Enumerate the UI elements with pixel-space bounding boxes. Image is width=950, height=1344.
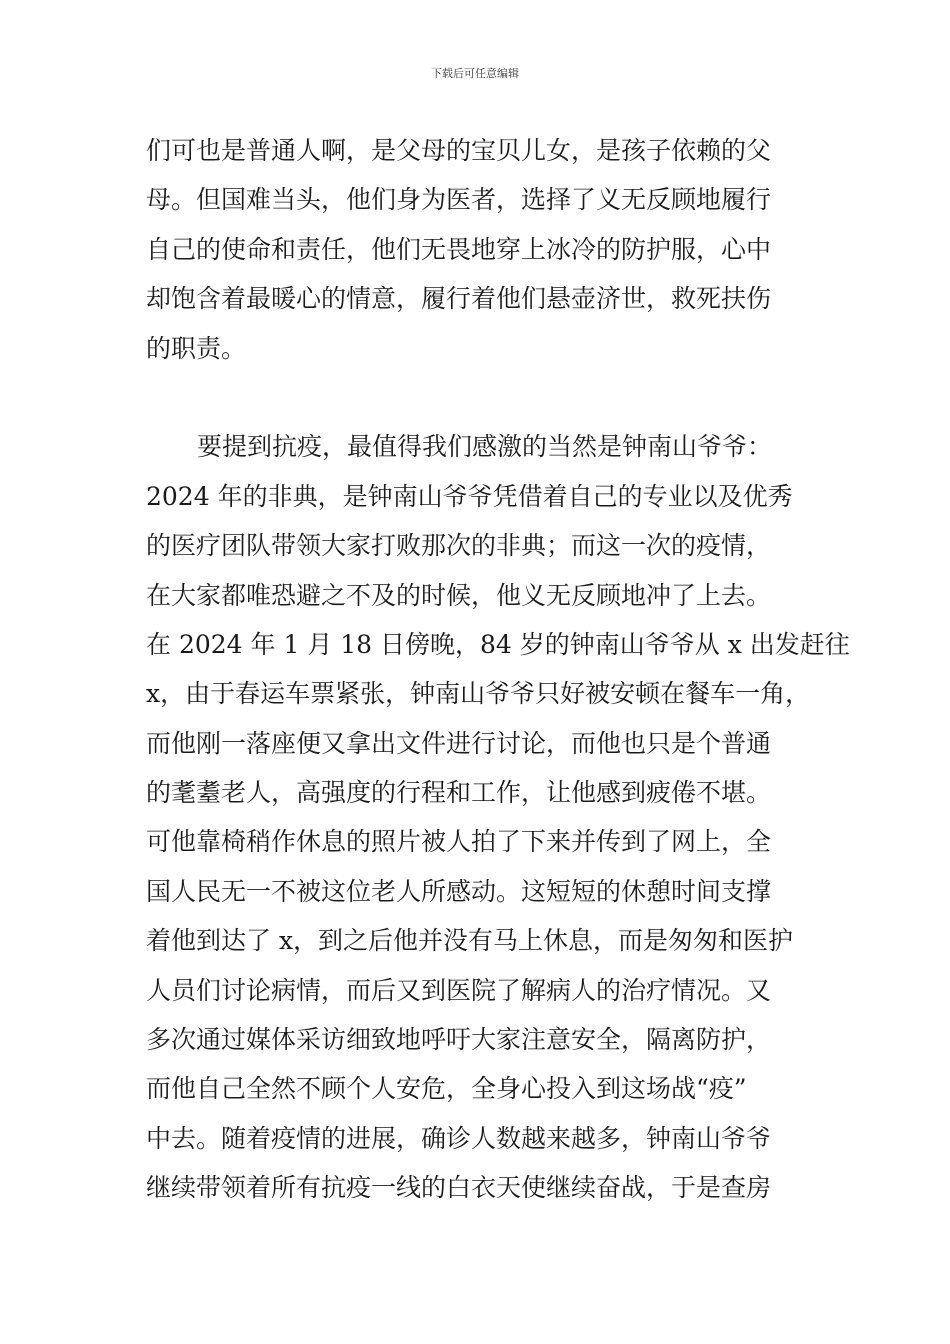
text-line: 们可也是普通人啊，是父母的宝贝儿女，是孩子依赖的父 xyxy=(146,136,772,165)
text-line: 的医疗团队带领大家打败那次的非典；而这一次的疫情， xyxy=(146,531,772,561)
text-line: 2024 年的非典，是钟南山爷爷凭借着自己的专业以及优秀 xyxy=(146,481,793,511)
text-line: 在大家都唯恐避之不及的时候，他义无反顾地冲了上去。 xyxy=(146,580,772,610)
document-body xyxy=(146,126,850,1213)
text-line: 可他靠椅稍作休息的照片被人拍了下来并传到了网上，全 xyxy=(146,827,772,857)
text-line: 自己的使命和责任，他们无畏地穿上冰冷的防护服，心中 xyxy=(146,234,772,264)
text-line: 母。但国难当头，他们身为医者，选择了义无反顾地履行 xyxy=(146,185,772,215)
text-line: 的耄耋老人，高强度的行程和工作，让他感到疲倦不堪。 xyxy=(146,778,772,808)
text-line: 继续带领着所有抗疫一线的白衣天使继续奋战，于是查房 xyxy=(146,1173,772,1203)
text-line: 中去。随着疫情的进展，确诊人数越来越多，钟南山爷爷 xyxy=(146,1123,772,1153)
text-line: 的职责。 xyxy=(146,333,247,363)
text-line: 而他自己全然不顾个人安危，全身心投入到这场战“疫” xyxy=(146,1074,747,1104)
paragraph xyxy=(146,126,826,373)
text-line: 着他到达了 x，到之后他并没有马上休息，而是匆匆和医护 xyxy=(146,926,794,956)
text-line: 国人民无一不被这位老人所感动。这短短的休憩时间支撑 xyxy=(146,876,772,906)
paragraph-spacer xyxy=(146,373,826,422)
text-line: 人员们讨论病情，而后又到医院了解病人的治疗情况。又 xyxy=(146,975,772,1005)
text-line: 多次通过媒体采访细致地呼吁大家注意安全，隔离防护， xyxy=(146,1025,772,1055)
text-line: 在 2024 年 1 月 18 日傍晚，84 岁的钟南山爷爷从 x 出发赶往 xyxy=(146,629,850,659)
paragraph xyxy=(146,422,850,1212)
text-line: x，由于春运车票紧张，钟南山爷爷只好被安顿在餐车一角， xyxy=(146,679,811,709)
text-line: 却饱含着最暖心的情意，履行着他们悬壶济世，救死扶伤 xyxy=(146,284,772,314)
page-header: 下载后可任意编辑 xyxy=(431,67,519,80)
text-line: 而他刚一落座便又拿出文件进行讨论，而他也只是个普通 xyxy=(146,728,772,758)
text-line: 要提到抗疫，最值得我们感激的当然是钟南山爷爷： xyxy=(197,432,773,462)
